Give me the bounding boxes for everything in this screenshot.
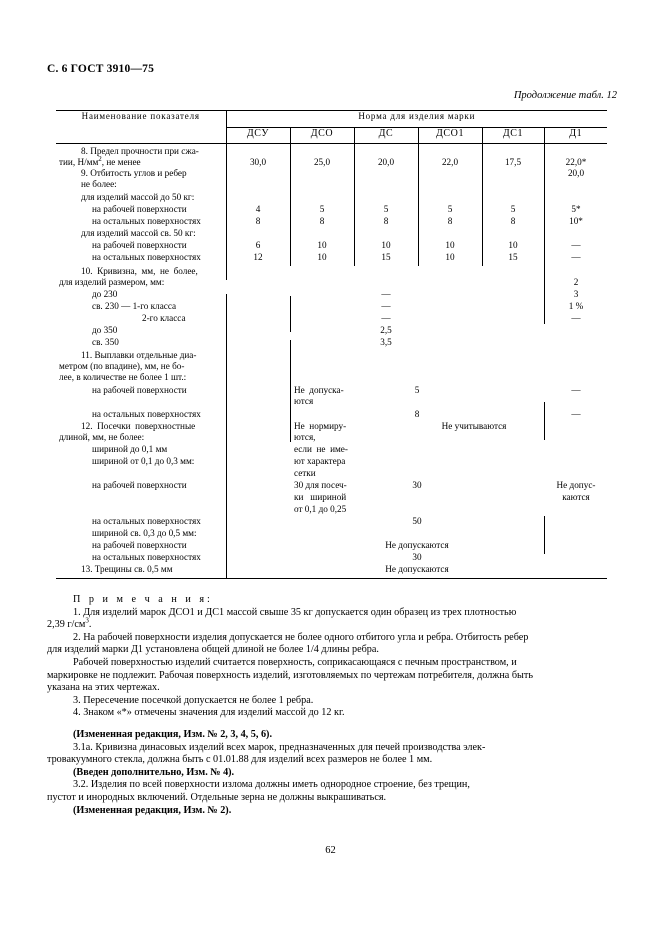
row-label-other-surface-2: на остальных поверхностях xyxy=(92,252,201,262)
vrule-dso1-right xyxy=(482,144,483,266)
table-head xyxy=(56,110,607,143)
note-1-density-base: 2,39 г/см xyxy=(47,619,86,631)
cell-r12-mid-not-counted: Не учитываются xyxy=(441,421,507,431)
cell-r11-mid-other: 8 xyxy=(414,409,420,419)
column-header-mark-dso1: ДСО1 xyxy=(418,127,482,143)
cell-r8-d1: 22,0* xyxy=(565,157,587,167)
note-2b-line1: Рабочей поверхностью изделий считается поверхность, соприкасающаяся с печным пространством, и xyxy=(73,656,517,668)
cell-r9a-ds1: 5 xyxy=(510,204,516,214)
column-header-indicator-name: Наименование показателя xyxy=(56,111,226,144)
vrule-dsu-note-b xyxy=(290,340,291,442)
note-1-line1: 1. Для изделий марок ДСО1 и ДС1 массой свыше 35 кг допускается один образец из трех плотностью xyxy=(73,606,517,618)
specification-table xyxy=(56,110,607,579)
cell-r12b-30: 30 xyxy=(412,552,422,562)
cell-r9b-dso1: 8 xyxy=(447,216,453,226)
cell-r9b-ds1: 8 xyxy=(510,216,516,226)
row-label-over350: св. 350 xyxy=(92,337,119,347)
cell-r11-mid-work: 5 xyxy=(414,385,420,395)
row-label-upto350: до 350 xyxy=(92,325,118,335)
clause-3-2-line2: пустот и инородных включений. Отдельные зерна не должны выкрашиваться. xyxy=(47,791,387,803)
vrule-ds1-right-b xyxy=(544,402,545,440)
cell-r9a-ds: 5 xyxy=(383,204,389,214)
vrule-name-col-b xyxy=(226,294,227,578)
vrule-name-col-a xyxy=(226,144,227,280)
cell-r8-dsu: 30,0 xyxy=(249,157,267,167)
vrule-dso-right xyxy=(354,144,355,266)
row-label-width-upto01: шириной до 0,1 мм xyxy=(92,444,168,454)
cell-r9d-ds1: 15 xyxy=(508,252,518,262)
cell-r10-mid-3: — xyxy=(381,313,391,323)
cell-r9c-dso1: 10 xyxy=(445,240,455,250)
cell-r12-mid-50: 50 xyxy=(412,516,422,526)
row-label-10-line2: для изделий размером, мм: xyxy=(59,277,165,287)
cell-r9a-dso: 5 xyxy=(319,204,325,214)
row-label-8-unit-exp: 2 xyxy=(98,154,102,163)
row-label-other-surface-5: на остальных поверхностях xyxy=(92,552,201,562)
row-label-upto230: до 230 xyxy=(92,289,118,299)
cell-r12b-not-allowed: Не допускаются xyxy=(385,540,449,550)
cell-r11-dsu-line1: Не допуска- xyxy=(294,385,344,395)
row-label-12-line2: длиной, мм, не более: xyxy=(59,432,145,442)
note-2-line1: 2. На рабочей поверхности изделия допускается не более одного отбитого угла и ребра. Отбитость ребер xyxy=(73,631,529,643)
cell-r10-d1-4: — xyxy=(571,313,581,323)
cell-r9d-dsu: 12 xyxy=(253,252,263,262)
clause-3-1a-line2: тровакуумного стекла, должна быть с 01.01.88 для изделий всех размеров не более 1 мм. xyxy=(47,754,433,766)
cell-r9a-dso1: 5 xyxy=(447,204,453,214)
cell-r9c-dso: 10 xyxy=(317,240,327,250)
column-header-mark-ds: ДС xyxy=(354,127,418,143)
column-header-norm-group: Норма для изделия марки xyxy=(226,111,607,128)
row-label-upto50: для изделий массой до 50 кг: xyxy=(81,192,195,202)
cell-r12-dsu-line2: ются, xyxy=(294,432,316,442)
cell-r9c-ds: 10 xyxy=(381,240,391,250)
cell-r11-d1-work: — xyxy=(571,385,581,395)
cell-r10-mid-4: 2,5 xyxy=(380,325,392,335)
cell-r9c-ds1: 10 xyxy=(508,240,518,250)
note-2b-line2: маркировке не подлежит. Рабочая поверхность изделий, изготовляемых по чертежам потребителя, должна быть xyxy=(47,669,533,681)
cell-r12-d1-line1: Не допус- xyxy=(556,480,596,490)
row-label-width-01-03: шириной от 0,1 до 0,3 мм: xyxy=(92,456,195,466)
note-1-line2 xyxy=(47,616,615,632)
cell-r10-mid-2: — xyxy=(381,301,391,311)
row-label-other-surface-1: на остальных поверхностях xyxy=(92,216,201,226)
cell-r8-ds1: 17,5 xyxy=(504,157,522,167)
row-label-work-surface-4: на рабочей поверхности xyxy=(92,480,187,490)
row-label-work-surface-3: на рабочей поверхности xyxy=(92,385,187,395)
cell-r9d-dso: 10 xyxy=(317,252,327,262)
row-label-width-03-05: шириной св. 0,3 до 0,5 мм: xyxy=(92,528,197,538)
row-label-other-surface-3: на остальных поверхностях xyxy=(92,409,201,419)
cell-r8-dso: 25,0 xyxy=(313,157,331,167)
row-label-11-line3: лее, в количестве не более 1 шт.: xyxy=(59,372,187,382)
cell-r12-dsu-line3: если не име- xyxy=(294,444,348,454)
row-label-13: 13. Трещины св. 0,5 мм xyxy=(81,564,173,574)
note-2-line2: для изделий марки Д1 установлена общей длиной не более 1/4 длины ребра. xyxy=(47,644,379,656)
column-header-mark-d1: Д1 xyxy=(544,127,607,143)
page-header-reference: С. 6 ГОСТ 3910—75 xyxy=(47,63,155,75)
row-label-9-line1: 9. Отбитость углов и ребер xyxy=(81,168,187,178)
cell-r9b-ds: 8 xyxy=(383,216,389,226)
vrule-dsu-note-a xyxy=(290,296,291,332)
row-label-work-surface-5: на рабочей поверхности xyxy=(92,540,187,550)
revision-note-1: (Измененная редакция, Изм. № 2, 3, 4, 5, 6). xyxy=(73,728,272,740)
cell-r9b-d1: 10* xyxy=(569,216,583,226)
notes-heading: П р и м е ч а н и я: xyxy=(73,594,213,605)
cell-r10-d1-1: 2 xyxy=(573,277,579,287)
cell-r8-dso1: 22,0 xyxy=(441,157,459,167)
cell-r8-d1-alt: 20,0 xyxy=(567,168,585,178)
note-3: 3. Пересечение посечкой допускается не более 1 ребра. xyxy=(73,694,314,706)
table-continuation-caption: Продолжение табл. 12 xyxy=(513,90,617,101)
cell-r9d-dso1: 10 xyxy=(445,252,455,262)
row-label-work-surface-2: на рабочей поверхности xyxy=(92,240,187,250)
row-label-8-line1: 8. Предел прочности при сжа- xyxy=(81,146,199,156)
vrule-dsu-right xyxy=(290,144,291,266)
row-label-11-line2: метром (по впадине), мм, не бо- xyxy=(59,361,185,371)
cell-r10-mid-1: — xyxy=(381,289,391,299)
row-label-work-surface-1: на рабочей поверхности xyxy=(92,204,187,214)
row-label-8-unit-base: тии, Н/мм xyxy=(59,157,99,167)
vrule-ds1-right-a xyxy=(544,144,545,324)
row-label-over50: для изделий массой св. 50 кг: xyxy=(81,228,196,238)
row-label-8-unit-tail: , не менее xyxy=(101,157,141,167)
page-folio-number: 62 xyxy=(325,845,336,856)
cell-r8-ds: 20,0 xyxy=(377,157,395,167)
cell-r11-dsu-line2: ются xyxy=(294,396,314,406)
cell-r12-dsu-line6: 30 для посеч- xyxy=(294,480,347,490)
clause-3-1a-line1: 3.1а. Кривизна динасовых изделий всех марок, предназначенных для печей производства элек- xyxy=(73,741,486,753)
cell-r9c-dsu: 6 xyxy=(255,240,261,250)
column-header-mark-ds1: ДС1 xyxy=(482,127,544,143)
cell-r12-dsu-line5: сетки xyxy=(294,468,316,478)
cell-r9d-ds: 15 xyxy=(381,252,391,262)
clause-3-2-line1: 3.2. Изделия по всей поверхности излома должны иметь однородное строение, без трещин, xyxy=(73,779,470,791)
cell-r9c-d1: — xyxy=(571,240,581,250)
row-label-8-line2 xyxy=(59,154,141,168)
row-label-over230-class1: св. 230 — 1-го класса xyxy=(92,301,177,311)
vrule-ds-right xyxy=(418,144,419,266)
row-label-class2: 2-го класса xyxy=(142,313,186,323)
cell-r11-d1-other: — xyxy=(571,409,581,419)
vrule-ds1-right-c xyxy=(544,516,545,554)
cell-r10-d1-3: 1 % xyxy=(568,301,584,311)
column-header-mark-dsu: ДСУ xyxy=(226,127,290,143)
cell-r12-mid-30: 30 xyxy=(412,480,422,490)
note-1-density-exp: 3 xyxy=(85,616,89,625)
note-1-density-tail: . xyxy=(88,619,92,631)
row-label-9-line2: не более: xyxy=(81,179,117,189)
table-body xyxy=(56,143,607,579)
cell-r12-dsu-line4: ют характера xyxy=(294,456,346,466)
cell-r12-dsu-line8: от 0,1 до 0,25 xyxy=(294,504,347,514)
row-label-11-line1: 11. Выплавки отдельные диа- xyxy=(81,350,197,360)
row-label-10-line1: 10. Кривизна, мм, не более, xyxy=(81,266,198,276)
row-label-12-line1: 12. Посечки поверхностные xyxy=(81,421,196,431)
cell-r9d-d1: — xyxy=(571,252,581,262)
cell-r9b-dso: 8 xyxy=(319,216,325,226)
row-label-other-surface-4: на остальных поверхностях xyxy=(92,516,201,526)
revision-note-2: (Введен дополнительно, Изм. № 4). xyxy=(73,766,235,778)
note-2b-line3: указана на этих чертежах. xyxy=(47,682,160,694)
notes-block xyxy=(47,594,615,817)
cell-r10-d1-2: 3 xyxy=(573,289,579,299)
cell-r9a-d1: 5* xyxy=(571,204,581,214)
revision-note-3: (Измененная редакция, Изм. № 2). xyxy=(73,804,232,816)
cell-r9a-dsu: 4 xyxy=(255,204,261,214)
column-header-mark-dso: ДСО xyxy=(290,127,354,143)
cell-r12-dsu-line1: Не нормиру- xyxy=(294,421,347,431)
cell-r12-d1-line2: каются xyxy=(562,492,590,502)
cell-r12-dsu-line7: ки шириной xyxy=(294,492,347,502)
cell-r13-not-allowed: Не допускаются xyxy=(385,564,449,574)
cell-r10-mid-5: 3,5 xyxy=(380,337,392,347)
cell-r9b-dsu: 8 xyxy=(255,216,261,226)
note-4: 4. Знаком «*» отмечены значения для изделий массой до 12 кг. xyxy=(73,707,345,719)
